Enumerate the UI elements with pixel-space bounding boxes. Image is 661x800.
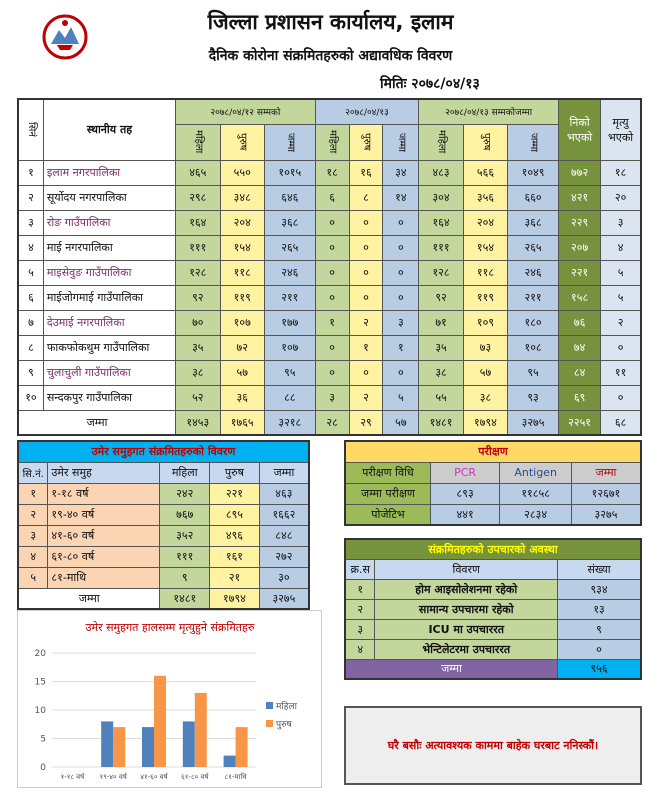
age-cell: २७२ — [259, 546, 309, 567]
age-total-label: जम्मा — [18, 588, 160, 609]
data-cell: १२८ — [419, 260, 463, 285]
row-sn: २ — [18, 185, 43, 210]
table-row — [18, 483, 309, 504]
data-cell: १११ — [419, 235, 463, 260]
col-total: जम्मा — [264, 124, 315, 160]
local-level-name: माइसेवुङ गाउँपालिका — [43, 260, 175, 285]
age-cell: १११ — [160, 546, 210, 567]
test-cell: १२६७१ — [571, 483, 641, 504]
data-cell: ९२ — [419, 285, 463, 310]
age-cell: ४६३ — [259, 483, 309, 504]
treat-row-sn: १ — [345, 579, 375, 599]
treat-col-sn: क्र.स — [345, 559, 375, 579]
testing-table — [344, 440, 642, 526]
data-cell: ० — [383, 235, 419, 260]
treat-row-sn: ४ — [345, 639, 375, 659]
age-cell: १६६२ — [259, 504, 309, 525]
local-level-name: सन्दकपुर गाउँपालिका — [43, 385, 175, 410]
data-cell: २०४ — [220, 210, 264, 235]
table-row — [18, 235, 641, 260]
age-col-female: महिला — [160, 462, 210, 483]
treat-col-count: संख्या — [558, 559, 641, 579]
x-tick-label: ८१-माथि — [224, 773, 247, 781]
age-cell: ८४८ — [259, 525, 309, 546]
data-cell: २११ — [508, 285, 559, 310]
total-cell: २८ — [315, 410, 349, 435]
col-female: महिला — [419, 124, 463, 160]
data-cell: ५५ — [419, 385, 463, 410]
page-title: जिल्ला प्रशासन कार्यालय, इलाम — [207, 10, 454, 34]
treat-row-count: ९३४ — [558, 579, 641, 599]
x-tick-label: १-१८ वर्ष — [60, 773, 85, 781]
data-cell: १०७ — [264, 335, 315, 360]
data-cell: ४२१ — [558, 185, 600, 210]
data-cell: ० — [315, 210, 349, 235]
age-group-label: ६१-८० वर्ष — [48, 546, 160, 567]
y-tick-label: 0 — [40, 763, 46, 773]
data-cell: ३४ — [383, 160, 419, 185]
data-cell: ११८ — [220, 260, 264, 285]
age-total-cell: १७९४ — [210, 588, 260, 609]
data-cell: १८ — [601, 160, 641, 185]
test-col-antigen: Antigen — [500, 462, 572, 483]
treat-row-count: १३ — [558, 599, 641, 619]
data-cell: २४६ — [508, 260, 559, 285]
legend-swatch — [266, 702, 273, 709]
data-cell: ० — [383, 285, 419, 310]
total-cell: २९ — [349, 410, 383, 435]
test-cell: ११८५८ — [500, 483, 572, 504]
total-cell: १४५३ — [176, 410, 220, 435]
data-cell: १८० — [508, 310, 559, 335]
total-cell: १४८१ — [419, 410, 463, 435]
data-cell: ३६८ — [264, 210, 315, 235]
total-cell: १७६५ — [220, 410, 264, 435]
data-cell: ६ — [315, 185, 349, 210]
data-cell: १ — [383, 335, 419, 360]
data-cell: ० — [349, 260, 383, 285]
table-row — [18, 335, 641, 360]
row-sn: ७ — [18, 310, 43, 335]
col-sn: सिनं — [18, 99, 43, 160]
data-cell: ३६ — [220, 385, 264, 410]
data-cell: ५७ — [220, 360, 264, 385]
data-cell: १६४ — [176, 210, 220, 235]
data-cell: १ — [315, 310, 349, 335]
data-cell: ३ — [601, 210, 641, 235]
data-cell: ० — [349, 210, 383, 235]
treat-total-cell: ९५६ — [558, 659, 641, 679]
data-cell: ३ — [315, 385, 349, 410]
treat-col-desc: विवरण — [375, 559, 558, 579]
treat-row-sn: २ — [345, 599, 375, 619]
age-group-label: १९-४० वर्ष — [48, 504, 160, 525]
data-cell: १८ — [315, 160, 349, 185]
data-cell: ३८ — [463, 385, 507, 410]
total-cell: ५७ — [383, 410, 419, 435]
age-cell: ३० — [259, 567, 309, 588]
data-cell: २६५ — [264, 235, 315, 260]
data-cell: ० — [349, 285, 383, 310]
data-cell: ० — [383, 210, 419, 235]
period2-header: २०७८/०४/१३ — [315, 99, 419, 124]
data-cell: २६५ — [508, 235, 559, 260]
data-cell: ३५ — [176, 335, 220, 360]
period3-header: २०७८/०४/१३ सम्मकोजम्मा — [419, 99, 559, 124]
data-cell: ० — [315, 360, 349, 385]
age-cell: ३५२ — [160, 525, 210, 546]
treat-row-desc: सामान्य उपचारमा रहेको — [375, 599, 558, 619]
data-cell: ० — [601, 385, 641, 410]
data-cell: ५७ — [463, 360, 507, 385]
local-level-name: चुलाचुली गाउँपालिका — [43, 360, 175, 385]
y-tick-label: 20 — [34, 649, 46, 659]
data-cell: २९८ — [176, 185, 220, 210]
local-level-table — [17, 98, 642, 436]
data-cell: ११९ — [463, 285, 507, 310]
test-row-positive-label: पोजेटिभ — [345, 504, 430, 525]
age-total-cell: १४८१ — [160, 588, 210, 609]
data-cell: २२१ — [558, 260, 600, 285]
table-row — [18, 160, 641, 185]
data-cell: १५८ — [558, 285, 600, 310]
age-row-sn: १ — [18, 483, 48, 504]
table-row — [345, 639, 641, 659]
chart-svg — [18, 611, 323, 789]
report-date: मितिः २०७८/०४/१३ — [380, 76, 480, 92]
data-cell: १५४ — [463, 235, 507, 260]
legend-label: महिला — [276, 702, 297, 712]
table-row — [18, 525, 309, 546]
col-male: पुरुष — [220, 124, 264, 160]
data-cell: ९३ — [508, 385, 559, 410]
data-cell: १६४ — [419, 210, 463, 235]
local-level-name: रोङ गाउँपालिका — [43, 210, 175, 235]
age-col-sn: सि.नं. — [18, 462, 48, 483]
data-cell: २११ — [264, 285, 315, 310]
data-cell: ० — [383, 360, 419, 385]
table-row — [345, 579, 641, 599]
treat-row-sn: ३ — [345, 619, 375, 639]
data-cell: २ — [601, 310, 641, 335]
row-sn: ८ — [18, 335, 43, 360]
age-row-sn: ४ — [18, 546, 48, 567]
data-cell: ३५ — [419, 335, 463, 360]
row-sn: ५ — [18, 260, 43, 285]
data-cell: १७७ — [264, 310, 315, 335]
data-cell: २४६ — [264, 260, 315, 285]
data-cell: ७१ — [419, 310, 463, 335]
data-cell: ६९ — [558, 385, 600, 410]
data-cell: ० — [349, 235, 383, 260]
data-cell: २० — [601, 185, 641, 210]
col-total: जम्मा — [383, 124, 419, 160]
bar-male — [113, 727, 125, 767]
data-cell: ३५६ — [463, 185, 507, 210]
treat-row-desc: होम आइसोलेशनमा रहेको — [375, 579, 558, 599]
age-cell: १६१ — [210, 546, 260, 567]
age-row-sn: २ — [18, 504, 48, 525]
data-cell: २०४ — [463, 210, 507, 235]
y-tick-label: 15 — [34, 677, 46, 688]
bar-female — [101, 721, 113, 767]
data-cell: ६४६ — [264, 185, 315, 210]
x-tick-label: ६१-८० वर्ष — [181, 773, 209, 781]
data-cell: १०१५ — [264, 160, 315, 185]
chart-title: उमेर समुहगत हालसम्म मृत्युहुने संक्रमितहरु — [85, 621, 255, 634]
data-cell: ० — [315, 285, 349, 310]
table-row — [18, 285, 641, 310]
data-cell: १५४ — [220, 235, 264, 260]
data-cell: ५२ — [176, 385, 220, 410]
row-sn: ३ — [18, 210, 43, 235]
bar-female — [183, 721, 195, 767]
local-level-name: सूर्योदय नगरपालिका — [43, 185, 175, 210]
data-cell: ६६० — [508, 185, 559, 210]
y-tick-label: 5 — [40, 734, 46, 745]
data-cell: २२९ — [558, 210, 600, 235]
row-sn: ९ — [18, 360, 43, 385]
data-cell: १ — [349, 335, 383, 360]
data-cell: १०९ — [463, 310, 507, 335]
data-cell: २ — [349, 310, 383, 335]
data-cell: ७६ — [558, 310, 600, 335]
data-cell: ० — [315, 260, 349, 285]
bar-female — [224, 756, 236, 767]
table-row — [345, 599, 641, 619]
data-cell: ३८ — [176, 360, 220, 385]
treat-row-count: ० — [558, 639, 641, 659]
data-cell: १२८ — [176, 260, 220, 285]
data-cell: ३६८ — [508, 210, 559, 235]
test-row-total-label: जम्मा परीक्षण — [345, 483, 430, 504]
treatment-title: संक्रमितहरुको उपचारको अवस्था — [345, 539, 641, 559]
bar-male — [195, 693, 207, 767]
table-row — [18, 385, 641, 410]
data-cell: ० — [601, 335, 641, 360]
data-cell: २०७ — [558, 235, 600, 260]
data-cell: १६ — [349, 160, 383, 185]
col-male: पुरुष — [349, 124, 383, 160]
treat-row-desc: भेन्टिलेटरमा उपचाररत — [375, 639, 558, 659]
age-cell: २१ — [210, 567, 260, 588]
total-cell: १७९४ — [463, 410, 507, 435]
local-level-name: माई नगरपालिका — [43, 235, 175, 260]
age-total-cell: ३२७५ — [259, 588, 309, 609]
bar-female — [142, 727, 154, 767]
test-col-pcr: PCR — [430, 462, 499, 483]
row-sn: १ — [18, 160, 43, 185]
data-cell: ११९ — [220, 285, 264, 310]
data-cell: ५ — [601, 285, 641, 310]
data-cell: ५५० — [220, 160, 264, 185]
data-cell: ७२ — [220, 335, 264, 360]
x-tick-label: ४१-६० वर्ष — [140, 773, 168, 781]
test-col-method: परीक्षण विधि — [345, 462, 430, 483]
data-cell: ४८३ — [419, 160, 463, 185]
period1-header: २०७८/०४/१२ सम्मको — [176, 99, 316, 124]
table-row — [18, 504, 309, 525]
data-cell: १०८ — [508, 335, 559, 360]
data-cell: १०४९ — [508, 160, 559, 185]
age-table-title: उमेर समुहगत संक्रमितहरुको विवरण — [18, 441, 309, 462]
treat-row-count: ९ — [558, 619, 641, 639]
data-cell: ९२ — [176, 285, 220, 310]
table-row — [18, 260, 641, 285]
stay-home-message: घरै बसौः अत्यावश्यक काममा बाहेक घरबाट ननिस्कौं। — [344, 706, 642, 785]
age-cell: ९ — [160, 567, 210, 588]
col-male: पुरुष — [463, 124, 507, 160]
treat-row-desc: ICU मा उपचाररत — [375, 619, 558, 639]
data-cell: ५६६ — [463, 160, 507, 185]
y-tick-label: 10 — [34, 706, 46, 716]
treat-total-label: जम्मा — [345, 659, 558, 679]
local-level-name: इलाम नगरपालिका — [43, 160, 175, 185]
test-cell: २८३४ — [500, 504, 572, 525]
col-death: मृत्यु भएको — [601, 99, 641, 160]
data-cell: २ — [349, 385, 383, 410]
row-sn: १० — [18, 385, 43, 410]
col-female: महिला — [315, 124, 349, 160]
table-row — [18, 210, 641, 235]
testing-title: परीक्षण — [345, 441, 641, 462]
test-cell: ८९३ — [430, 483, 499, 504]
test-cell: ३२७५ — [571, 504, 641, 525]
age-row-sn: ३ — [18, 525, 48, 546]
data-cell: ० — [315, 335, 349, 360]
row-sn: ४ — [18, 235, 43, 260]
total-cell: ३२७५ — [508, 410, 559, 435]
data-cell: ० — [383, 260, 419, 285]
data-cell: ९५ — [264, 360, 315, 385]
data-cell: ३०४ — [419, 185, 463, 210]
x-tick-label: १९-४० वर्ष — [99, 773, 127, 781]
total-cell: ६८ — [601, 410, 641, 435]
col-total: जम्मा — [508, 124, 559, 160]
table-row — [18, 310, 641, 335]
age-cell: २२१ — [210, 483, 260, 504]
data-cell: ७० — [176, 310, 220, 335]
age-group-label: १-१८ वर्ष — [48, 483, 160, 504]
total-label: जम्मा — [18, 410, 176, 435]
local-level-name: फाकफोकथुम गाउँपालिका — [43, 335, 175, 360]
treatment-table — [344, 538, 642, 680]
data-cell: १११ — [176, 235, 220, 260]
data-cell: ८४ — [558, 360, 600, 385]
age-cell: २४२ — [160, 483, 210, 504]
table-row — [18, 185, 641, 210]
table-row — [18, 360, 641, 385]
data-cell: ११८ — [463, 260, 507, 285]
table-row — [18, 567, 309, 588]
age-col-male: पुरुष — [210, 462, 260, 483]
bar-male — [236, 727, 248, 767]
data-cell: ९५ — [508, 360, 559, 385]
data-cell: ७४ — [558, 335, 600, 360]
legend-swatch — [266, 720, 273, 727]
row-sn: ६ — [18, 285, 43, 310]
age-cell: ७६७ — [160, 504, 210, 525]
age-col-total: जम्मा — [259, 462, 309, 483]
page-subtitle: दैनिक कोरोना संक्रमितहरुको अद्यावधिक विवरण — [208, 48, 453, 64]
age-row-sn: ५ — [18, 567, 48, 588]
bar-male — [154, 676, 166, 767]
data-cell: ७७२ — [558, 160, 600, 185]
data-cell: १४ — [383, 185, 419, 210]
deaths-by-age-chart — [17, 610, 322, 788]
age-col-group: उमेर समुह — [48, 462, 160, 483]
local-level-name: देउमाई नगरपालिका — [43, 310, 175, 335]
data-cell: ३ — [383, 310, 419, 335]
data-cell: ४ — [601, 235, 641, 260]
age-group-table — [17, 440, 310, 610]
table-row — [345, 619, 641, 639]
data-cell: ८ — [349, 185, 383, 210]
total-cell: ३२१८ — [264, 410, 315, 435]
test-col-total: जम्मा — [571, 462, 641, 483]
test-cell: ४४१ — [430, 504, 499, 525]
data-cell: १०७ — [220, 310, 264, 335]
data-cell: ० — [349, 360, 383, 385]
local-level-name: माईजोगमाई गाउँपालिका — [43, 285, 175, 310]
col-female: महिला — [176, 124, 220, 160]
data-cell: ८८ — [264, 385, 315, 410]
data-cell: ११ — [601, 360, 641, 385]
table-row — [18, 546, 309, 567]
data-cell: ७३ — [463, 335, 507, 360]
data-cell: ० — [315, 235, 349, 260]
data-cell: ५ — [383, 385, 419, 410]
age-group-label: ४१-६० वर्ष — [48, 525, 160, 546]
total-cell: २२५१ — [558, 410, 600, 435]
data-cell: ३४८ — [220, 185, 264, 210]
data-cell: ४६५ — [176, 160, 220, 185]
legend-label: पुरुष — [276, 720, 292, 730]
col-local-level: स्थानीय तह — [43, 99, 175, 160]
data-cell: ५ — [601, 260, 641, 285]
col-recovered: निको भएको — [558, 99, 600, 160]
age-group-label: ८१-माथि — [48, 567, 160, 588]
age-cell: ४९६ — [210, 525, 260, 546]
data-cell: ३८ — [419, 360, 463, 385]
age-cell: ८९५ — [210, 504, 260, 525]
